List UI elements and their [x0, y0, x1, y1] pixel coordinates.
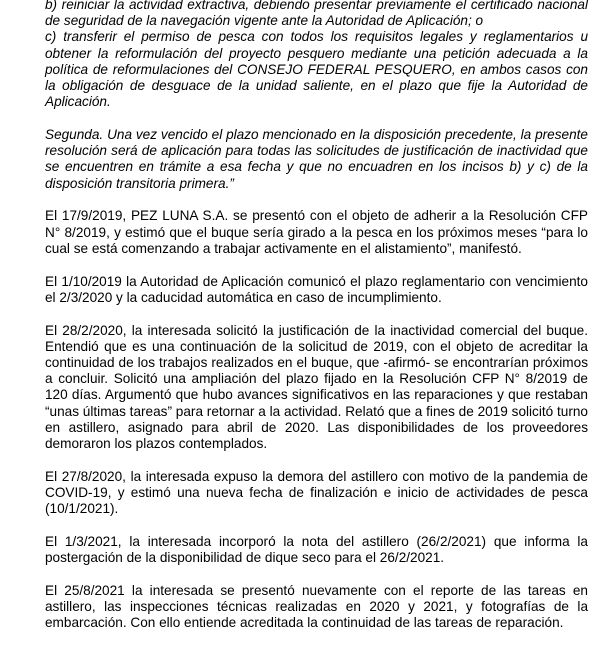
quote-item-b: b) reiniciar la actividad extractiva, debiendo presentar previamente el certificado nacional de seguridad de la navegación vigente ante la Autoridad de Aplicación; o [45, 0, 588, 29]
document-page [45, 0, 588, 632]
quote-item-c: c) transferir el permiso de pesca con todos los requisitos legales y reglamentarios u obtener la reformulación del proyecto pesquero mediante una petición adecuada a la política de reformulaciones del CONSEJO FEDERAL PESQUERO, en ambos casos con la obligación de desguace de la unidad saliente, en el plazo que fije la Autoridad de Aplicación. [45, 29, 588, 110]
quoted-resolution-text [45, 0, 588, 192]
paragraph-27-8-2020: El 27/8/2020, la interesada expuso la demora del astillero con motivo de la pandemia de COVID-19, y estimó una nueva fecha de finalización e inicio de actividades de pesca (10/1/2021). [45, 468, 588, 517]
paragraph-25-8-2021: El 25/8/2021 la interesada se presentó nuevamente con el reporte de las tareas en astillero, las inspecciones técnicas realizadas en 2020 y 2021, y fotografías de la embarcación. Con ello entiende acreditada la continuidad de las tareas de reparación. [45, 583, 588, 631]
paragraph-1-10-2019: El 1/10/2019 la Autoridad de Aplicación comunicó el plazo reglamentario con vencimiento el 2/3/2020 y la caducidad automática en caso de incumplimiento. [45, 273, 588, 305]
paragraph-1-3-2021: El 1/3/2021, la interesada incorporó la nota del astillero (26/2/2021) que informa la postergación de la disponibilidad de dique seco para el 26/2/2021. [45, 534, 588, 566]
paragraph-17-9-2019: El 17/9/2019, PEZ LUNA S.A. se presentó con el objeto de adherir a la Resolución CFP N° 8/2019, y estimó que el buque sería girado a la pesca en los próximos meses “para lo cual se está comenzando a trabajar activamente en el alistamiento”, manifestó. [45, 208, 588, 256]
quote-segunda: Segunda. Una vez vencido el plazo mencionado en la disposición precedente, la presente resolución será de aplicación para todas las solicitudes de justificación de inactividad que se encuentren en trámite a esa fecha y que no encuadren en los incisos b) y c) de la disposición transitoria primera.” [45, 127, 588, 191]
document-body [45, 208, 588, 631]
paragraph-28-2-2020: El 28/2/2020, la interesada solicitó la justificación de la inactividad comercial del buque. Entendió que es una continuación de la solicitud de 2019, con el objeto de acreditar la continuidad de los trabajos realizados en el buque, que -afirmó- se encontrarían próximos a concluir. Solicitó una ampliación del plazo fijado en la Resolución CFP N° 8/2019 de 120 días. Argumentó que hubo avances significativos en las reparaciones y que restaban “unas últimas tareas” para retornar a la actividad. Relató que a fines de 2019 solicitó turno en astillero, asignado para abril de 2020. Las disponibilidades de los proveedores demoraron los plazos contemplados. [45, 322, 588, 452]
